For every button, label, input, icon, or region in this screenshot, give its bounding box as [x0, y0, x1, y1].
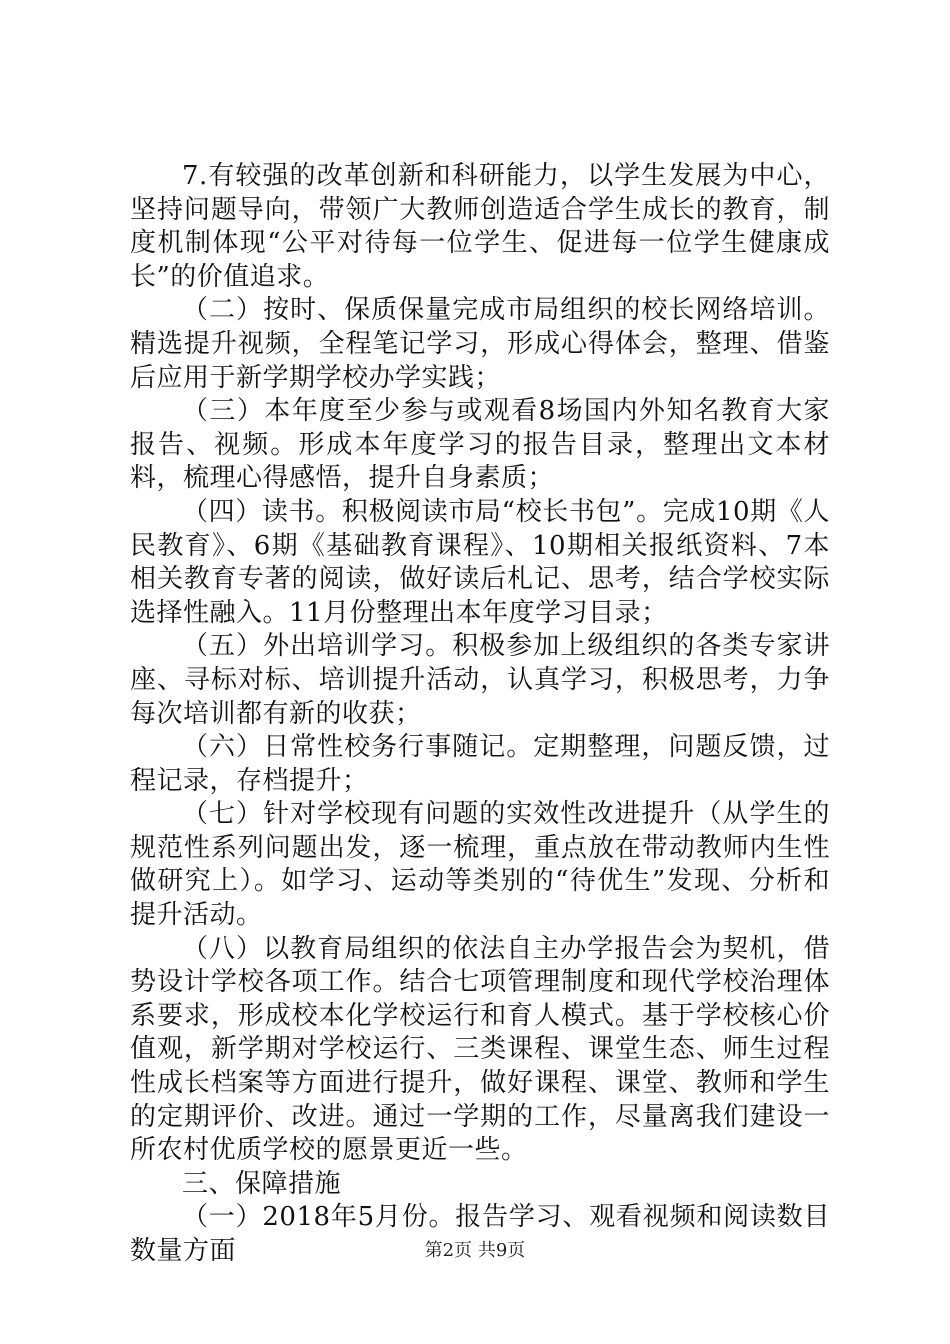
paragraph-measure-1: （一）2018年5月份。报告学习、观看视频和阅读数目数量方面 — [130, 1202, 830, 1266]
page-footer: 第2页 共9页 — [424, 1240, 526, 1261]
paragraph-section-8: （八）以教育局组织的依法自主办学报告会为契机，借势设计学校各项工作。结合七项管理制度和现代学校治理体系要求，形成校本化学校运行和育人模式。基于学校核心价值观，新学期对学校运行、三类课程、课堂生态、师生过程性成长档案等方面进行提升，做好课程、课堂、教师和学生的定期评价、改进。通过一学期的工作，尽量离我们建设一所农村优质学校的愿景更近一些。 — [130, 933, 830, 1166]
paragraph-section-6: （六）日常性校务行事随记。定期整理，问题反馈，过程记录，存档提升； — [130, 732, 830, 796]
document-body — [130, 160, 830, 1269]
paragraph-section-5: （五）外出培训学习。积极参加上级组织的各类专家讲座、寻标对标、培训提升活动，认真学习，积极思考，力争每次培训都有新的收获； — [130, 631, 830, 729]
paragraph-item-7: 7.有较强的改革创新和科研能力，以学生发展为中心，坚持问题导向，带领广大教师创造适合学生成长的教育，制度机制体现“公平对待每一位学生、促进每一位学生健康成长”的价值追求。 — [130, 161, 830, 292]
paragraph-section-7: （七）针对学校现有问题的实效性改进提升（从学生的规范性系列问题出发，逐一梳理，重点放在带动教师内生性做研究上）。如学习、运动等类别的“待优生”发现、分析和提升活动。 — [130, 799, 830, 931]
section-heading: 三、保障措施 — [182, 1168, 342, 1199]
paragraph-section-3: （三）本年度至少参与或观看8场国内外知名教育大家报告、视频。形成本年度学习的报告目录，整理出文本材料，梳理心得感悟，提升自身素质； — [130, 396, 830, 494]
paragraph-section-4: （四）读书。积极阅读市局“校长书包”。完成10期《人民教育》、6期《基础教育课程》、10期相关报纸资料、7本相关教育专著的阅读，做好读后札记、思考，结合学校实际选择性融入。11月份整理出本年度学习目录； — [130, 496, 830, 628]
paragraph-section-2: （二）按时、保质保量完成市局组织的校长网络培训。精选提升视频，全程笔记学习，形成心得体会，整理、借鉴后应用于新学期学校办学实践； — [130, 295, 830, 393]
